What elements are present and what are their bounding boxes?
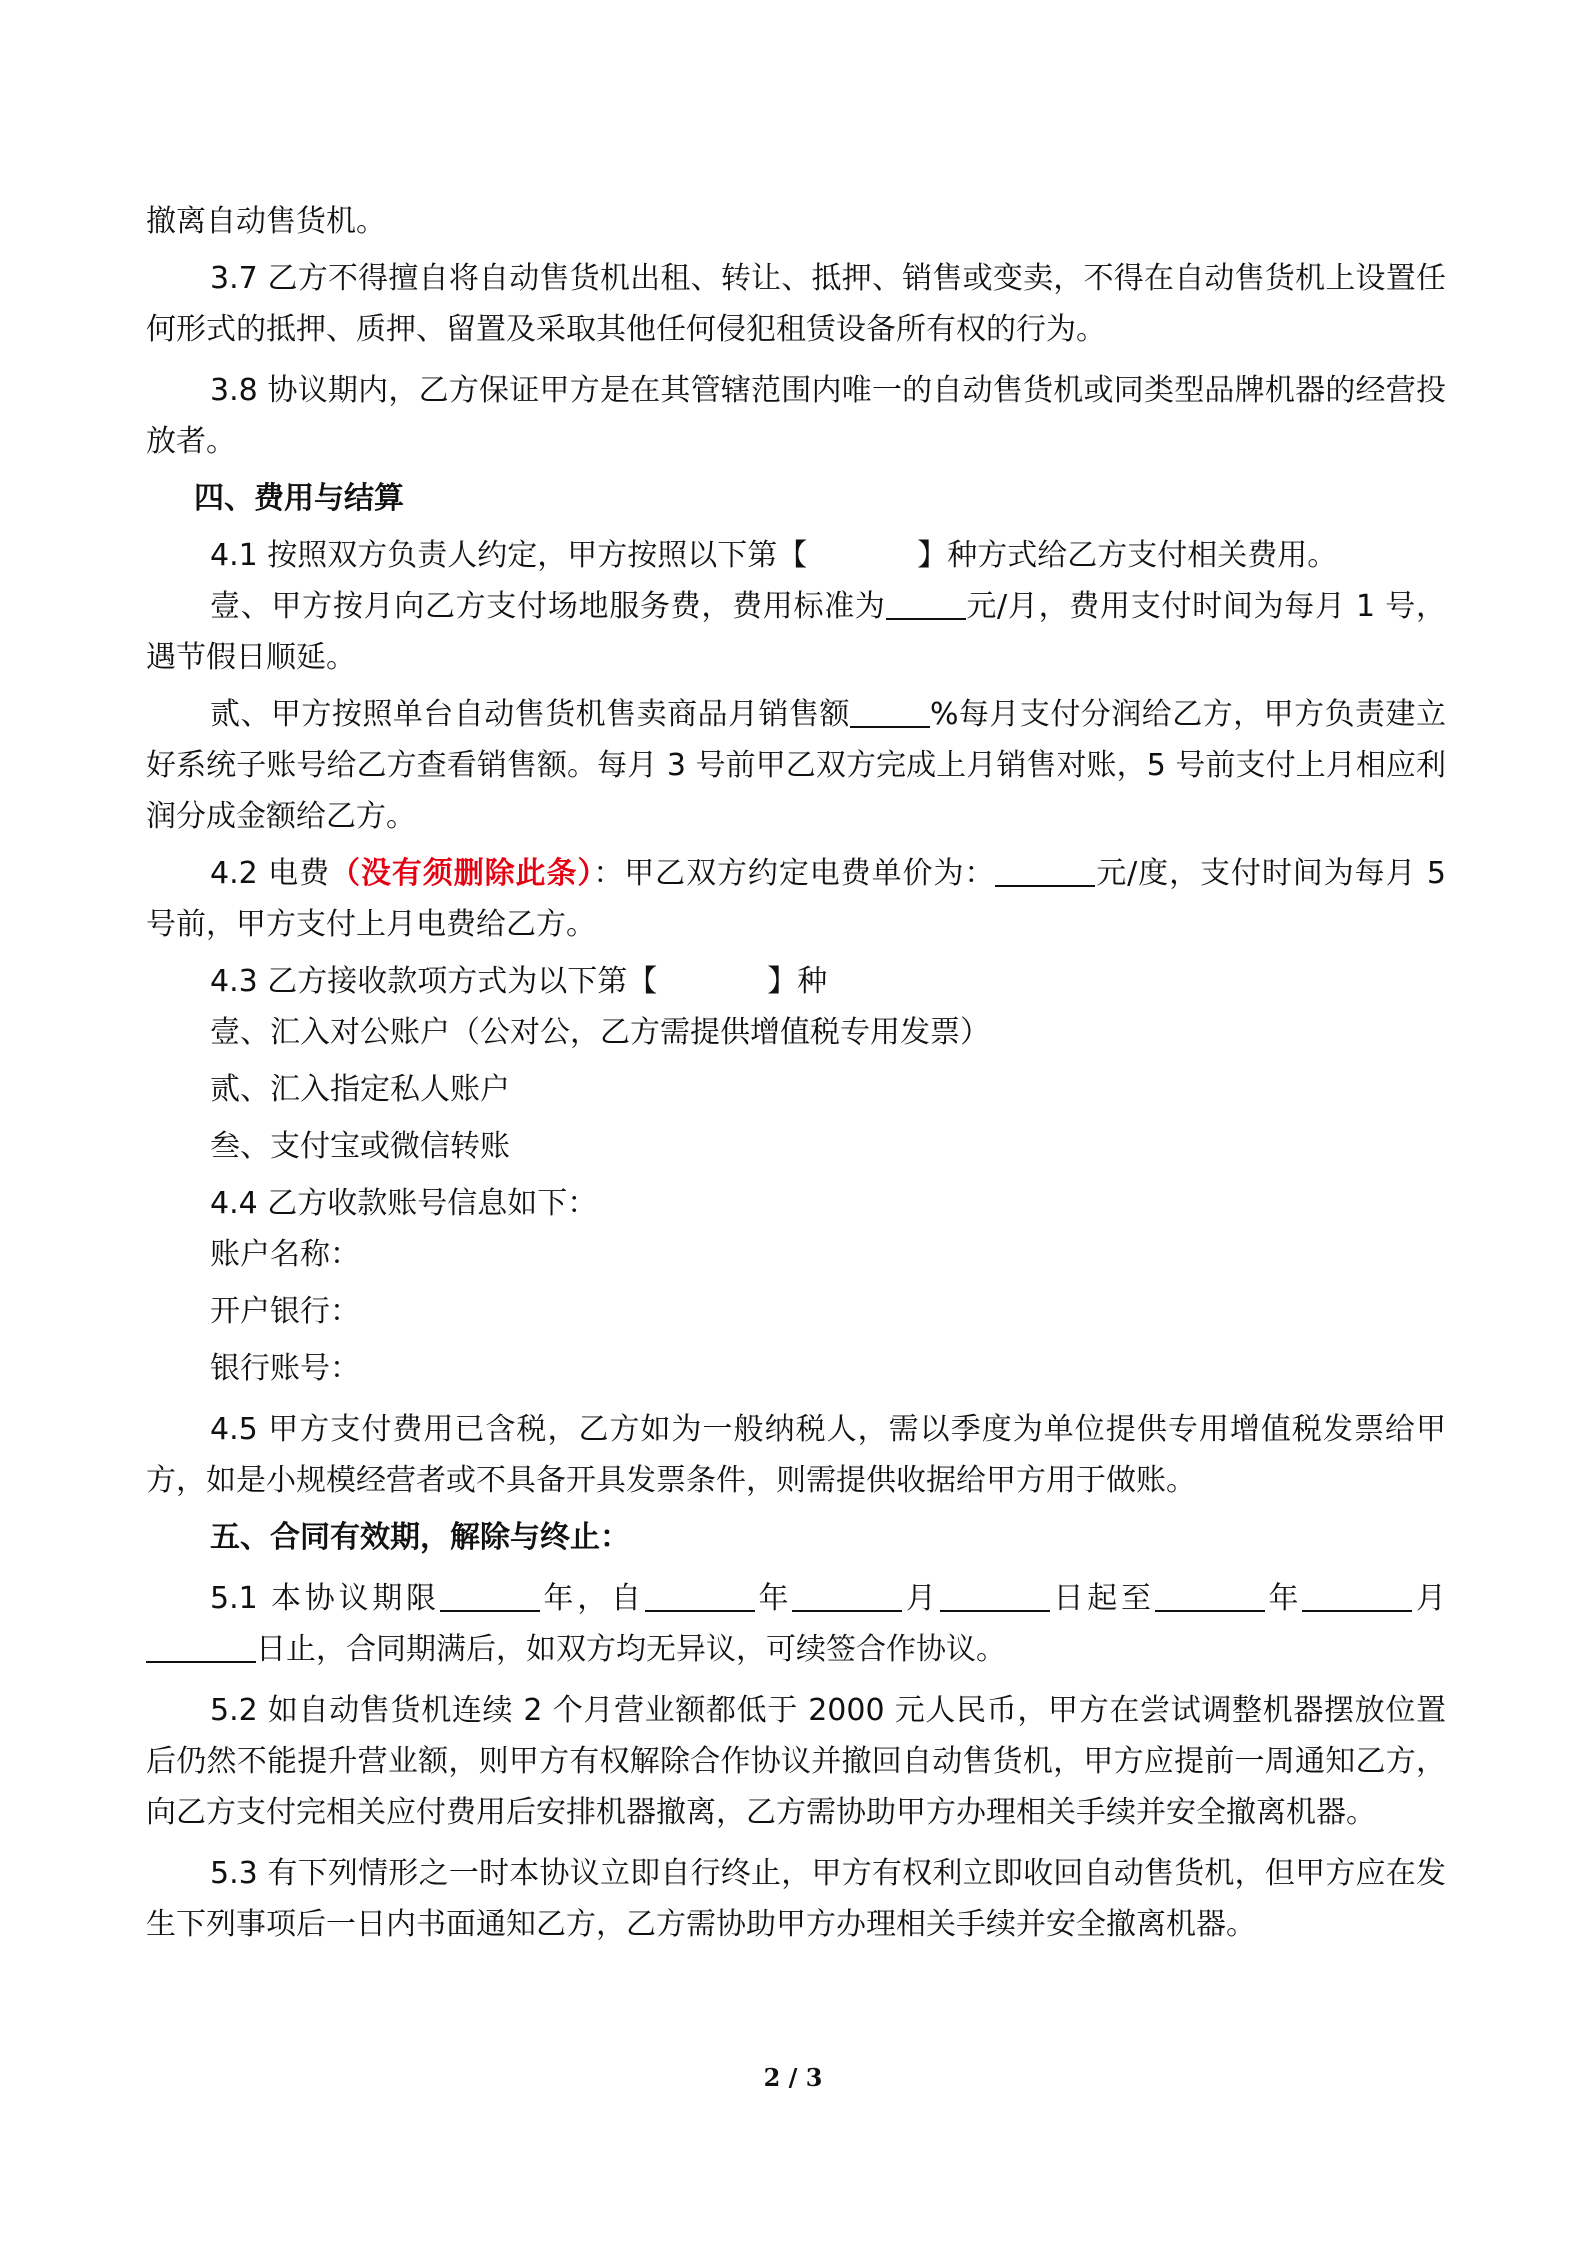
start-day-blank — [940, 1580, 1050, 1612]
document-body — [146, 196, 1446, 1950]
clause-4-2 — [146, 848, 1446, 950]
clause-4-4: 4.4 乙方收款账号信息如下： — [210, 1186, 598, 1221]
bank-name-label: 开户银行： — [210, 1294, 360, 1329]
clause-4-3-text-b: 】种 — [767, 964, 828, 999]
electricity-price-blank — [995, 855, 1095, 887]
clause-5-1-text-e: 日起至 — [1049, 1581, 1155, 1616]
option-2-text-a: 贰、甲方按照单台自动售货机售卖商品月销售额 — [210, 697, 850, 732]
payment-method-3: 叁、支付宝或微信转账 — [210, 1129, 510, 1164]
percent-blank — [850, 696, 930, 728]
clause-5-1-text-c: 年 — [754, 1581, 793, 1616]
delete-note: （没有须删除此条） — [330, 856, 594, 891]
paragraph-continuation: 撤离自动售货机。 — [146, 204, 386, 239]
option-1-text-b: 元/月，费用支付时间为每月 1 号，遇节假日顺延。 — [146, 589, 1446, 675]
clause-5-1-text-f: 年 — [1264, 1581, 1303, 1616]
section-heading-fees: 四、费用与结算 — [194, 481, 404, 516]
option-2-text-b: %每月支付分润给乙方，甲方负责建立好系统子账号给乙方查看销售额。每月 3 号前甲乙双方完成上月销售对账，5 号前支付上月相应利润分成金额给乙方。 — [146, 697, 1447, 834]
payment-method-1: 壹、汇入对公账户（公对公，乙方需提供增值税专用发票） — [210, 1015, 990, 1050]
clause-4-3-text-a: 4.3 乙方接收款项方式为以下第【 — [210, 964, 658, 999]
payment-method-2: 贰、汇入指定私人账户 — [210, 1072, 510, 1107]
clause-5-1-text-b: 年，自 — [539, 1581, 645, 1616]
clause-4-5: 4.5 甲方支付费用已含税，乙方如为一般纳税人，需以季度为单位提供专用增值税发票给甲方，如是小规模经营者或不具备开具发票条件，则需提供收据给甲方用于做账。 — [146, 1412, 1446, 1498]
clause-5-2: 5.2 如自动售货机连续 2 个月营业额都低于 2000 元人民币，甲方在尝试调整机器摆放位置后仍然不能提升营业额，则甲方有权解除合作协议并撤回自动售货机，甲方应提前一周通知乙方，向乙方支付完相关应付费用后安排机器撤离，乙方需协助甲方办理相关手续并安全撤离机器。 — [146, 1693, 1446, 1830]
clause-5-1-text-a: 5.1 本协议期限 — [210, 1581, 440, 1616]
clause-4-1-option-2 — [146, 689, 1446, 842]
term-years-blank — [440, 1580, 540, 1612]
clause-4-3 — [146, 956, 1446, 1007]
option-1-text-a: 壹、甲方按月向乙方支付场地服务费，费用标准为 — [210, 589, 886, 624]
clause-4-2-text-b: ：甲乙双方约定电费单价为： — [593, 856, 996, 891]
clause-5-1-text-g: 月 — [1412, 1581, 1446, 1616]
account-name-label: 账户名称： — [210, 1237, 360, 1272]
clause-5-3: 5.3 有下列情形之一时本协议立即自行终止，甲方有权利立即收回自动售货机，但甲方应在发生下列事项后一日内书面通知乙方，乙方需协助甲方办理相关手续并安全撤离机器。 — [146, 1856, 1446, 1942]
start-year-blank — [645, 1580, 755, 1612]
end-year-blank — [1155, 1580, 1265, 1612]
section-heading-term: 五、合同有效期，解除与终止： — [210, 1520, 630, 1555]
page-number: 2 / 3 — [763, 2063, 823, 2092]
clause-4-1 — [146, 530, 1446, 581]
end-month-blank — [1302, 1580, 1412, 1612]
clause-5-1-text-h: 日止，合同期满后，如双方均无异议，可续签合作协议。 — [256, 1632, 1006, 1667]
clause-4-2-text-a: 4.2 电费 — [210, 856, 331, 891]
clause-5-1-text-d: 月 — [902, 1581, 940, 1616]
end-day-blank — [146, 1631, 256, 1663]
account-number-label: 银行账号： — [210, 1351, 360, 1386]
clause-3-8: 3.8 协议期内，乙方保证甲方是在其管辖范围内唯一的自动售货机或同类型品牌机器的经营投放者。 — [146, 373, 1446, 459]
clause-4-1-option-1 — [146, 581, 1446, 683]
clause-4-1-text-a: 4.1 按照双方负责人约定，甲方按照以下第【 — [210, 538, 808, 573]
clause-4-2-text-c: 元/度，支付时间为每月 5 号前，甲方支付上月电费给乙方。 — [146, 856, 1447, 942]
clause-4-1-text-b: 】种方式给乙方支付相关费用。 — [917, 538, 1338, 573]
fee-amount-blank — [886, 588, 966, 620]
start-month-blank — [792, 1580, 902, 1612]
clause-3-7: 3.7 乙方不得擅自将自动售货机出租、转让、抵押、销售或变卖，不得在自动售货机上设置任何形式的抵押、质押、留置及采取其他任何侵犯租赁设备所有权的行为。 — [146, 261, 1446, 347]
clause-5-1 — [146, 1573, 1446, 1675]
